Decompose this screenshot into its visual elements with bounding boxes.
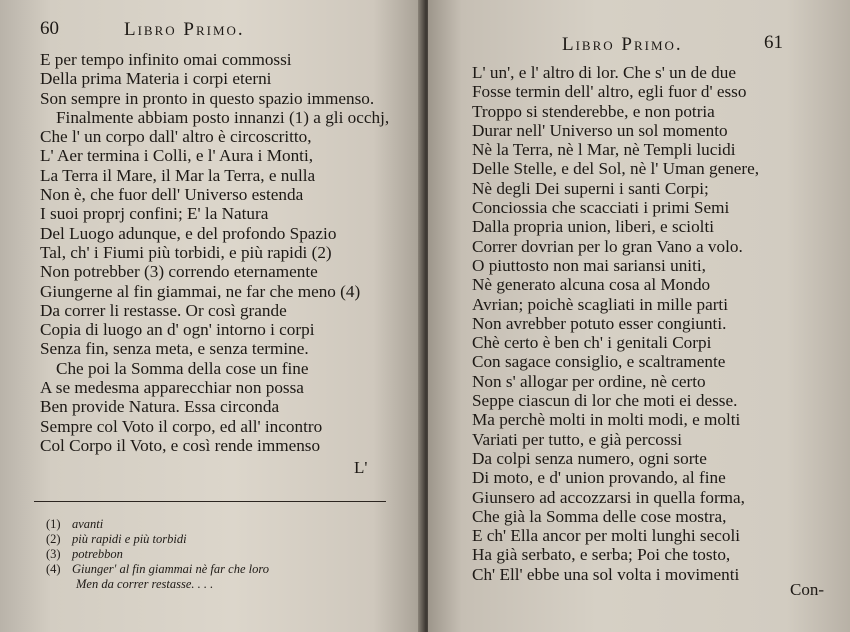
verse-line: Non potrebber (3) correndo eternamente — [40, 262, 318, 282]
verse-line: Correr dovrian per lo gran Vano a volo. — [472, 236, 743, 256]
verse-line: Son sempre in pronto in questo spazio immenso. — [40, 88, 375, 108]
verse-line: O piuttosto non mai sariansi uniti, — [472, 255, 706, 275]
verse-line: I suoi proprj confini; E' la Natura — [40, 204, 269, 224]
verse-line: Senza fin, senza meta, e senza termine. — [40, 339, 309, 359]
verse-line: Da colpi senza numero, ogni sorte — [472, 448, 707, 468]
verse-line: Durar nell' Universo un sol momento — [472, 120, 728, 140]
verse-line: Con sagace consiglio, e scaltramente — [472, 352, 726, 372]
verse-line: Conciossia che scacciati i primi Semi — [472, 198, 730, 218]
left-catchword: L' — [354, 458, 368, 477]
verse-line: Fosse termin dell' altro, egli fuor d' esso — [472, 82, 747, 102]
left-page — [0, 0, 424, 632]
right-page — [428, 0, 850, 632]
verse-line: Non avrebber potuto esser congiunti. — [472, 313, 727, 333]
footnote-marker: (4) — [46, 562, 61, 576]
footnote-marker: (3) — [46, 547, 61, 561]
right-running-head: Libro Primo. — [562, 34, 683, 55]
verse-line: La Terra il Mare, il Mar la Terra, e nulla — [40, 165, 316, 185]
verse-line: Ben provide Natura. Essa circonda — [40, 397, 280, 417]
verse-line: Della prima Materia i corpi eterni — [40, 69, 272, 89]
footnote-text: più rapidi e più torbidi — [72, 532, 187, 546]
verse-line: A se medesma apparecchiar non possa — [40, 378, 304, 398]
verse-line: Avrian; poichè scagliati in mille parti — [472, 294, 728, 314]
verse-line: Copia di luogo an d' ogn' intorno i corpi — [40, 320, 315, 340]
verse-line: Non è, che fuor dell' Universo estenda — [40, 185, 304, 205]
verse-line: E ch' Ella ancor per molti lunghi secoli — [472, 526, 740, 546]
verse-line: L' un', e l' altro di lor. Che s' un de due — [472, 63, 736, 82]
verse-line: E per tempo infinito omai commossi — [40, 50, 292, 69]
verse-line: Ch' Ell' ebbe una sol volta i movimenti — [472, 564, 740, 584]
footnote-2 — [46, 532, 269, 547]
verse-line: Che poi la Somma della cose un fine — [56, 358, 309, 378]
footnote-text: potrebbon — [72, 547, 123, 561]
verse-line: Giungerne al fin giammai, ne far che meno (4) — [40, 281, 361, 301]
footnote-marker: (2) — [46, 532, 61, 546]
right-catchword: Con- — [790, 580, 824, 599]
verse-line: Che l' un corpo dall' altro è circoscritto, — [40, 127, 312, 147]
verse-line: Seppe ciascun di lor che moti ei desse. — [472, 391, 738, 411]
left-verse-text — [40, 50, 389, 455]
verse-line: L' Aer termina i Colli, e l' Aura i Monti, — [40, 146, 314, 166]
verse-line: Troppo si stenderebbe, e non potria — [472, 101, 715, 121]
verse-line: Che già la Somma delle cose mostra, — [472, 506, 727, 526]
verse-line: Da correr li restasse. Or così grande — [40, 300, 287, 320]
verse-line: Variati per tutto, e già percossi — [472, 429, 682, 449]
right-page-number: 61 — [764, 32, 783, 53]
footnote-text: avanti — [72, 517, 104, 531]
footnote-text: Men da correr restasse. . . . — [76, 577, 214, 591]
verse-line: Finalmente abbiam posto innanzi (1) a gli occhj, — [56, 107, 390, 127]
verse-line: Nè la Terra, nè l Mar, nè Templi lucidi — [472, 140, 736, 160]
footnote-marker: (1) — [46, 517, 61, 531]
verse-line: Delle Stelle, e del Sol, nè l' Uman genere, — [472, 159, 760, 179]
verse-line: Sempre col Voto il corpo, ed all' incontro — [40, 416, 323, 436]
footnotes — [46, 517, 269, 592]
verse-line: Del Luogo adunque, e del profondo Spazio — [40, 223, 337, 243]
footnote-4 — [46, 562, 269, 577]
footnote-3 — [46, 547, 269, 562]
left-running-head: Libro Primo. — [124, 19, 245, 40]
footnote-4-continued — [46, 577, 269, 592]
left-page-number: 60 — [40, 18, 59, 39]
footnote-text: Giunger' al fin giammai nè far che loro — [72, 562, 269, 576]
verse-line: Col Corpo il Voto, e così rende immenso — [40, 435, 321, 455]
footnote-rule — [34, 501, 386, 502]
verse-line: Nè degli Dei superni i santi Corpi; — [472, 178, 709, 198]
footnote-1 — [46, 517, 269, 532]
verse-line: Tal, ch' i Fiumi più torbidi, e più rapidi (2) — [40, 242, 332, 262]
right-verse-text — [472, 63, 759, 584]
verse-line: Ha già serbato, e serba; Poi che tosto, — [472, 545, 731, 565]
verse-line: Ma perchè molti in molti modi, e molti — [472, 410, 741, 430]
verse-line: Chè certo è ben ch' i genitali Corpi — [472, 333, 712, 353]
verse-line: Non s' allogar per ordine, nè certo — [472, 371, 706, 391]
verse-line: Nè generato alcuna cosa al Mondo — [472, 275, 711, 295]
verse-line: Giunsero ad accozzarsi in quella forma, — [472, 487, 745, 507]
verse-line: Dalla propria union, liberi, e sciolti — [472, 217, 714, 237]
verse-line: Di moto, e d' union provando, al fine — [472, 468, 726, 488]
